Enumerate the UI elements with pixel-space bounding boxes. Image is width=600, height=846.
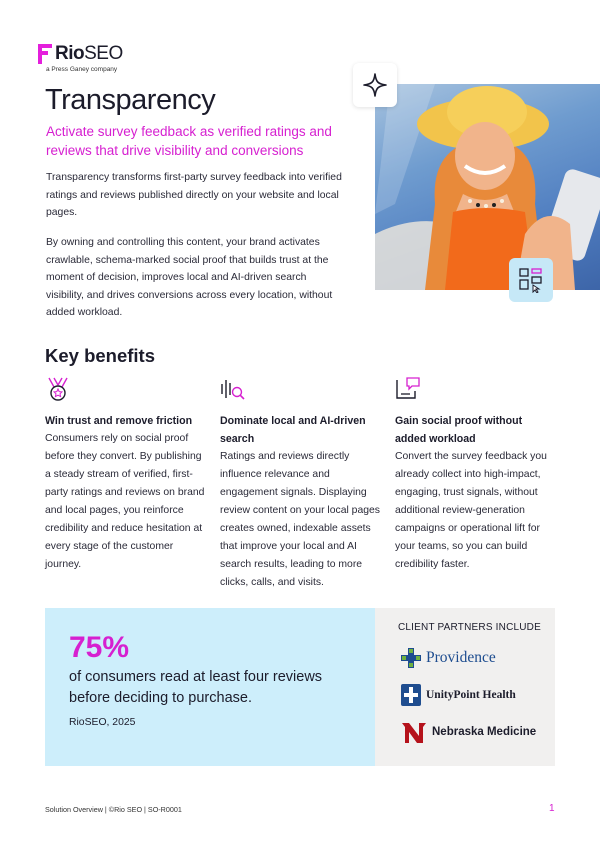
partners-heading: CLIENT PARTNERS INCLUDE xyxy=(398,622,541,633)
stat-text: of consumers read at least four reviews before deciding to purchase. xyxy=(69,669,323,706)
medal-icon xyxy=(45,376,71,402)
benefit-body: Consumers rely on social proof before they convert. By publishing a steady stream of verified, first-party ratings and reviews on brand and local pages, you reinforce credibility and reduce hesitation at every stage of the customer journey. xyxy=(45,433,205,570)
benefit-search xyxy=(220,376,380,592)
page-subtitle: Activate survey feedback as verified ratings and reviews that drive visibility and conversions xyxy=(46,124,332,158)
benefit-body: Convert the survey feedback you already collect into high-impact, engaging, trust signals, without additional review-generation campaigns or operational lift for your teams, so you can build credibility faster. xyxy=(395,451,547,570)
unitypoint-icon xyxy=(401,684,421,706)
client-partners xyxy=(375,608,555,766)
rio-mark-icon xyxy=(38,44,52,64)
brand-name: RioSEO xyxy=(55,43,123,64)
stat-source: RioSEO, 2025 xyxy=(69,717,136,728)
partner-providence xyxy=(401,648,496,668)
footer-text: Solution Overview | ©Rio SEO | SO-R0001 xyxy=(45,805,182,814)
search-bars-icon xyxy=(220,376,246,402)
providence-cross-icon xyxy=(401,648,421,668)
stat-callout xyxy=(45,608,375,766)
benefit-heading: Dominate local and AI-driven search xyxy=(220,415,366,445)
intro-paragraph-2: By owning and controlling this content, your brand activates crawlable, schema-marked social proof that builds trust at the moment of decision, improves local and AI-driven search visibility, and drives conversions across every location, without added workload. xyxy=(46,237,333,318)
key-benefits-title: Key benefits xyxy=(45,345,156,366)
benefit-social-proof xyxy=(395,376,555,574)
partner-unitypoint xyxy=(401,684,516,706)
partner-nebraska xyxy=(401,721,536,745)
partner-name: UnityPoint Health xyxy=(426,689,516,701)
partner-name: Nebraska Medicine xyxy=(432,726,537,739)
sparkle-icon xyxy=(353,63,397,107)
rioseo-logo xyxy=(38,44,148,78)
page-title: Transparency xyxy=(45,84,216,116)
hero-photo xyxy=(375,84,600,290)
benefit-heading: Win trust and remove friction xyxy=(45,415,193,427)
review-chat-icon xyxy=(395,376,421,402)
stat-value: 75% xyxy=(69,631,130,664)
intro-paragraph-1: Transparency transforms first-party survey feedback into verified ratings and reviews published directly on your website and local pages. xyxy=(46,172,342,218)
page-number: 1 xyxy=(549,803,555,814)
benefit-heading: Gain social proof without added workload xyxy=(395,415,523,445)
brand-tagline: a Press Ganey company xyxy=(46,66,118,73)
nebraska-n-icon xyxy=(401,721,427,745)
partner-name: Providence xyxy=(426,649,496,666)
ui-layout-icon xyxy=(509,258,553,302)
benefit-trust xyxy=(45,376,205,574)
benefit-body: Ratings and reviews directly influence relevance and engagement signals. Displaying review content on your local pages creates owned, indexable assets that improve your local and AI search results, leading to more clicks, calls, and visits. xyxy=(220,451,380,588)
